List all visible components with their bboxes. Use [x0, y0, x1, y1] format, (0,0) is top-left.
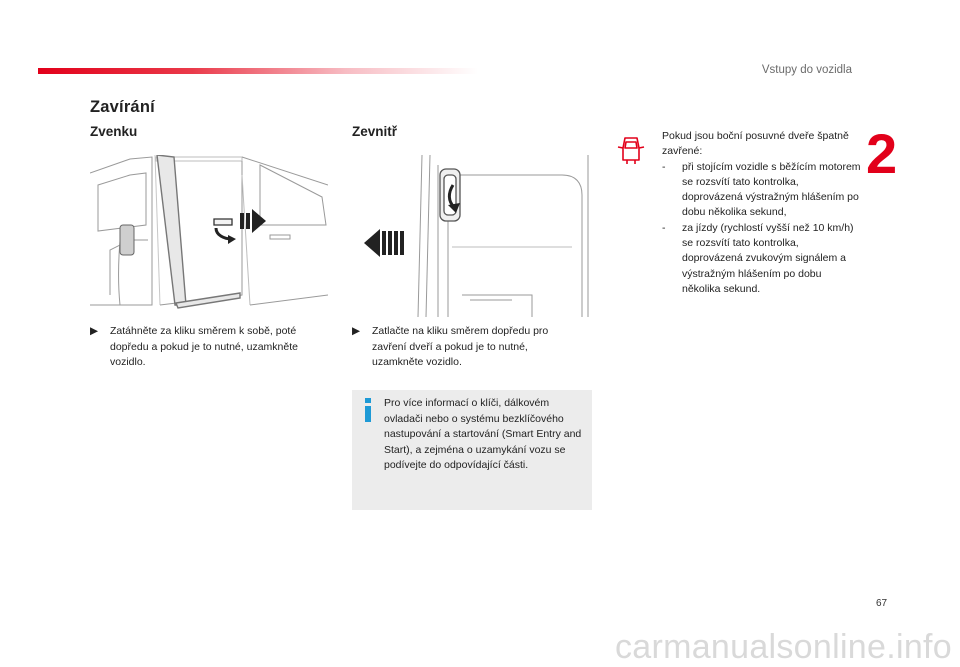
- page-number: 67: [876, 598, 888, 609]
- list-item: [662, 221, 862, 297]
- bullet-arrow-icon: ▶: [90, 325, 99, 337]
- chapter-number: 2: [866, 122, 898, 185]
- bullet-arrow-icon: ▶: [352, 325, 361, 337]
- van-sliding-door-outside-image: [90, 155, 328, 317]
- section-title: Vstupy do vozidla: [761, 64, 852, 76]
- inside-instruction: [352, 324, 580, 371]
- warning-description: [662, 129, 862, 297]
- info-text: Pro více informací o klíči, dálkovém ovladači nebo o systému bezklíčového nastupování a startování (Smart Entry and Start), a zejména o uzamykání vozu se podívejte do odpovídající části.: [384, 397, 582, 471]
- outside-instruction: [90, 324, 330, 371]
- inside-heading: Zevnitř: [352, 124, 398, 139]
- watermark-text: carmanualsonline.info: [614, 628, 952, 666]
- outside-door-illustration: [90, 155, 328, 317]
- list-item-text: při stojícím vozidle s běžícím motorem se rozsvítí tato kontrolka, doprovázená výstražným hlášením po dobu několika sekund,: [682, 160, 861, 219]
- outside-heading: Zvenku: [90, 124, 138, 139]
- watermark: [0, 628, 960, 666]
- info-box: [352, 390, 592, 510]
- list-dash: -: [662, 160, 666, 173]
- list-item-text: za jízdy (rychlostí vyšší než 10 km/h) se rozsvítí tato kontrolka, doprovázená zvukovým signálem a výstražným hlášením po dobu několika sekund.: [682, 221, 854, 295]
- inside-door-illustration: [352, 155, 592, 317]
- outside-instruction-text: Zatáhněte za kliku směrem k sobě, poté dopředu a pokud je to nutné, uzamkněte vozidlo.: [110, 325, 298, 368]
- warning-intro: Pokud jsou boční posuvné dveře špatně zavřené:: [662, 130, 849, 158]
- header-accent-bar: [38, 68, 478, 74]
- info-icon: [362, 398, 374, 422]
- list-dash: -: [662, 221, 666, 234]
- van-sliding-door-inside-image: [352, 155, 592, 317]
- list-item: [662, 160, 862, 221]
- page-title: Zavírání: [90, 98, 155, 116]
- inside-instruction-text: Zatlačte na kliku směrem dopředu pro zavření dveří a pokud je to nutné, uzamkněte vozidlo.: [372, 325, 549, 368]
- door-open-warning-icon: [617, 134, 645, 166]
